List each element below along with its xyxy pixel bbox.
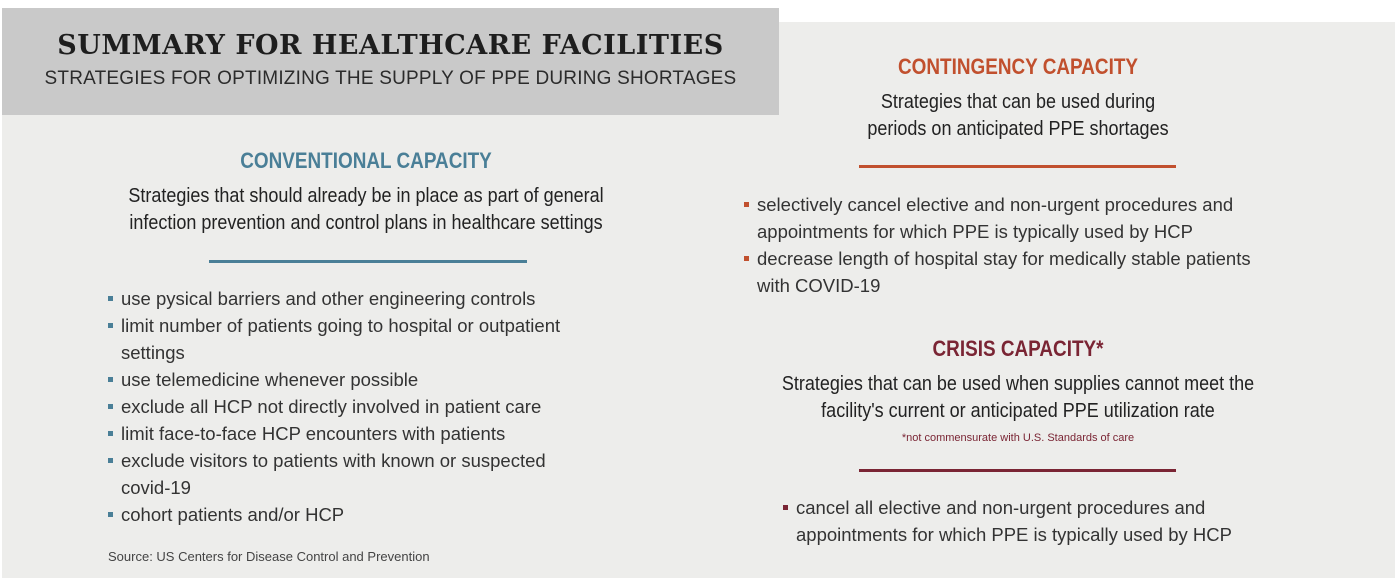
description-line: Strategies that should already be in place as part of general <box>128 185 604 207</box>
bullet-square-icon <box>108 377 113 382</box>
contingency-bullet-list <box>744 191 1304 299</box>
bullet-item <box>108 285 628 312</box>
bullet-item <box>783 494 1303 548</box>
bullet-text: exclude all HCP not directly involved in patient care <box>121 396 542 417</box>
bullet-text: appointments for which PPE is typically used by HCP <box>757 221 1193 242</box>
description-line: Strategies that can be used when supplies cannot meet the <box>781 373 1255 395</box>
bullet-text: exclude visitors to patients with known or suspected <box>121 450 546 471</box>
bullet-text: use telemedicine whenever possible <box>121 369 419 390</box>
crisis-heading: CRISIS CAPACITY* <box>932 336 1104 361</box>
bullet-square-icon <box>108 323 113 328</box>
header-box <box>2 8 779 115</box>
bullet-text: selectively cancel elective and non-urgent procedures and <box>757 194 1234 215</box>
bullet-square-icon <box>108 458 113 463</box>
bullet-text: limit face-to-face HCP encounters with patients <box>121 423 506 444</box>
bullet-text: limit number of patients going to hospital or outpatient <box>121 315 561 336</box>
bullet-item <box>108 312 628 366</box>
bullet-text: covid-19 <box>121 477 191 498</box>
bullet-item <box>744 191 1304 245</box>
conventional-divider <box>209 260 527 263</box>
bullet-item <box>108 393 628 420</box>
bullet-text: cohort patients and/or HCP <box>121 504 345 525</box>
bullet-square-icon <box>108 512 113 517</box>
contingency-description <box>838 89 1198 143</box>
bullet-item <box>744 245 1304 299</box>
bullet-item <box>108 366 628 393</box>
contingency-heading: CONTINGENCY CAPACITY <box>897 54 1139 79</box>
page-subtitle: STRATEGIES FOR OPTIMIZING THE SUPPLY OF PPE DURING SHORTAGES <box>44 68 737 89</box>
bullet-square-icon <box>744 256 749 261</box>
conventional-description <box>96 183 636 237</box>
description-line: Strategies that can be used during <box>880 91 1156 113</box>
bullet-text: settings <box>121 342 185 363</box>
bullet-square-icon <box>108 296 113 301</box>
crisis-divider <box>859 469 1176 472</box>
bullet-text: use pysical barriers and other engineering controls <box>121 288 536 309</box>
bullet-square-icon <box>108 431 113 436</box>
bullet-square-icon <box>744 202 749 207</box>
bullet-text: decrease length of hospital stay for medically stable patients <box>757 248 1251 269</box>
source-note: Source: US Centers for Disease Control and Prevention <box>108 549 430 564</box>
bullet-item <box>108 447 628 501</box>
bullet-text: with COVID-19 <box>757 275 881 296</box>
crisis-footnote: *not commensurate with U.S. Standards of care <box>901 432 1135 444</box>
bullet-text: appointments for which PPE is typically used by HCP <box>796 524 1232 545</box>
bullet-text: cancel all elective and non-urgent procedures and <box>796 497 1206 518</box>
conventional-bullet-list <box>108 285 628 528</box>
bullet-item <box>108 420 628 447</box>
contingency-divider <box>859 165 1176 168</box>
description-line: periods on anticipated PPE shortages <box>867 118 1169 140</box>
conventional-heading: CONVENTIONAL CAPACITY <box>240 148 492 173</box>
description-line: infection prevention and control plans in healthcare settings <box>129 212 603 234</box>
crisis-bullet-list <box>783 494 1303 548</box>
crisis-description <box>748 371 1288 425</box>
bullet-square-icon <box>108 404 113 409</box>
bullet-item <box>108 501 628 528</box>
description-line: facility's current or anticipated PPE utilization rate <box>821 400 1215 422</box>
page-title: SUMMARY FOR HEALTHCARE FACILITIES <box>57 30 724 61</box>
bullet-square-icon <box>783 505 788 510</box>
